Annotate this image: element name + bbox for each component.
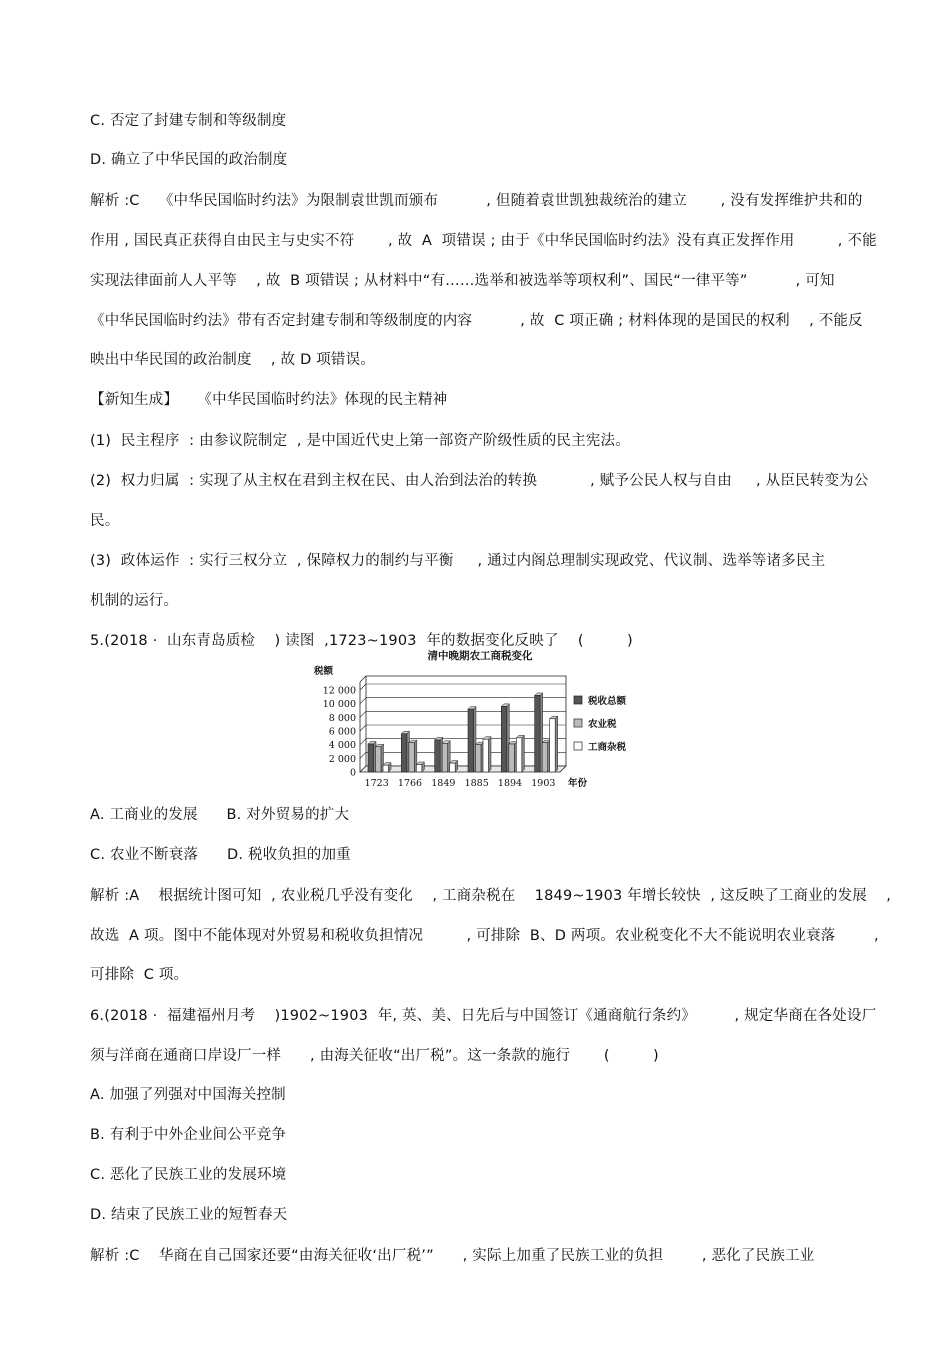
legend-label: 工商杂税 <box>588 742 627 753</box>
bar-农业税-1849 <box>442 743 448 772</box>
legend-swatch <box>574 696 582 704</box>
y-tick-label: 6 000 <box>328 726 356 738</box>
gridline-side <box>360 711 366 717</box>
analysis-line: 《中华民国临时约法》带有否定封建专制和等级制度的内容 , 故 C 项正确 ; 材料体现的是国民的权利 , 不能反 <box>90 313 863 329</box>
bar-side <box>489 737 492 772</box>
bar-农业税-1894 <box>509 744 515 772</box>
bar-工商杂税-1885 <box>483 739 489 772</box>
x-tick-label: 1885 <box>464 778 489 789</box>
bar-农业税-1723 <box>376 747 382 772</box>
bar-农业税-1885 <box>476 745 482 772</box>
bar-农业税-1766 <box>409 743 415 772</box>
x-tick-label: 1894 <box>497 778 523 789</box>
tax-bar-chart <box>310 648 650 793</box>
q5-analysis: 解析 :A 根据统计图可知 , 农业税几乎没有变化 , 工商杂税在 1849~1903 年增长较快 , 这反映了工商业的发展 , <box>90 888 892 904</box>
y-tick-label: 10 000 <box>322 699 356 711</box>
chart-title: 清中晚期农工商税变化 <box>427 650 533 662</box>
y-axis-label: 税额 <box>314 666 334 677</box>
bar-税收总额-1849 <box>435 740 441 772</box>
gridline-side <box>360 739 366 745</box>
gridline-side <box>360 698 366 704</box>
bar-税收总额-1903 <box>535 695 541 772</box>
bar-税收总额-1885 <box>468 709 474 772</box>
y-tick-label: 12 000 <box>322 685 356 697</box>
analysis-line: 实现法律面前人人平等 , 故 B 项错误 ; 从材料中“有……选举和被选举等项权利”、国民“一律平等” , 可知 <box>90 273 835 289</box>
point-3-cont: 机制的运行。 <box>90 593 179 609</box>
bar-农业税-1903 <box>542 743 548 772</box>
x-tick-label: 1849 <box>431 778 456 789</box>
x-tick-label: 1903 <box>531 778 556 789</box>
question-6-cont: 须与洋商在通商口岸设厂一样 , 由海关征收“出厂税”。这一条款的施行 ( ) <box>90 1048 659 1064</box>
question-5: 5.(2018 · 山东青岛质检 ) 读图 ,1723~1903 年的数据变化反映了 ( ) <box>90 633 633 649</box>
q5-options-ab: A. 工商业的发展 B. 对外贸易的扩大 <box>90 807 350 823</box>
point-2-cont: 民。 <box>90 513 120 529</box>
gridline-side <box>360 684 366 690</box>
y-tick-label: 4 000 <box>328 740 356 752</box>
bar-工商杂税-1766 <box>416 764 422 772</box>
point-1: (1) 民主程序 : 由参议院制定 , 是中国近代史上第一部资产阶级性质的民主宪法。 <box>90 433 630 449</box>
y-axis-top-edge <box>360 676 366 682</box>
question-6: 6.(2018 · 福建福州月考 )1902~1903 年, 英、美、日先后与中国签订《通商航行条约》 , 规定华商在各处设厂 <box>90 1008 877 1024</box>
option-c: C. 否定了封建专制和等级制度 <box>90 113 287 129</box>
bar-side <box>555 716 558 772</box>
q6-option-d: D. 结束了民族工业的短暂春天 <box>90 1207 288 1223</box>
x-axis-label: 年份 <box>568 778 588 789</box>
point-3: (3) 政体运作 : 实行三权分立 , 保障权力的制约与平衡 , 通过内阁总理制实现政党、代议制、选举等诸多民主 <box>90 553 826 569</box>
legend-swatch <box>574 719 582 727</box>
analysis-line: 解析 :C 《中华民国临时约法》为限制袁世凯而颁布 , 但随着袁世凯独裁统治的建立 , 没有发挥维护共和的 <box>90 193 863 209</box>
bar-工商杂税-1723 <box>383 765 389 772</box>
bar-工商杂税-1903 <box>550 719 556 772</box>
q5-options-cd: C. 农业不断衰落 D. 税收负担的加重 <box>90 847 351 863</box>
q5-analysis: 故选 A 项。图中不能体现对外贸易和税收负担情况 , 可排除 B、D 两项。农业税变化不大不能说明农业衰落 , <box>90 928 879 944</box>
bar-side <box>522 735 525 772</box>
section-heading: 【新知生成】 《中华民国临时约法》体现的民主精神 <box>90 392 448 408</box>
legend-label: 农业税 <box>588 719 617 730</box>
bar-税收总额-1766 <box>401 734 407 772</box>
q6-option-c: C. 恶化了民族工业的发展环境 <box>90 1167 287 1183</box>
q6-analysis: 解析 :C 华商在自己国家还要“由海关征收‘出厂税’” , 实际上加重了民族工业的负担 , 恶化了民族工业 <box>90 1248 815 1264</box>
q5-analysis: 可排除 C 项。 <box>90 967 189 983</box>
q6-option-b: B. 有利于中外企业间公平竞争 <box>90 1127 287 1143</box>
y-tick-label: 8 000 <box>328 712 356 724</box>
bar-税收总额-1723 <box>368 744 374 772</box>
point-2: (2) 权力归属 : 实现了从主权在君到主权在民、由人治到法治的转换 , 赋予公民人权与自由 , 从臣民转变为公 <box>90 473 869 489</box>
y-tick-label: 2 000 <box>328 753 356 765</box>
bar-工商杂税-1849 <box>450 763 456 772</box>
bar-工商杂税-1894 <box>516 738 522 772</box>
analysis-line: 映出中华民国的政治制度 , 故 D 项错误。 <box>90 352 376 368</box>
gridline-side <box>360 725 366 731</box>
y-tick-label: 0 <box>349 767 356 779</box>
option-d: D. 确立了中华民国的政治制度 <box>90 152 288 168</box>
bar-税收总额-1894 <box>501 706 507 772</box>
legend-swatch <box>574 742 582 750</box>
legend-label: 税收总额 <box>588 696 627 707</box>
q6-option-a: A. 加强了列强对中国海关控制 <box>90 1087 286 1103</box>
analysis-line: 作用 , 国民真正获得自由民主与史实不符 , 故 A 项错误 ; 由于《中华民国临时约法》没有真正发挥作用 , 不能 <box>90 233 877 249</box>
x-tick-label: 1766 <box>397 778 423 789</box>
gridline-side <box>360 752 366 758</box>
x-tick-label: 1723 <box>364 778 389 789</box>
